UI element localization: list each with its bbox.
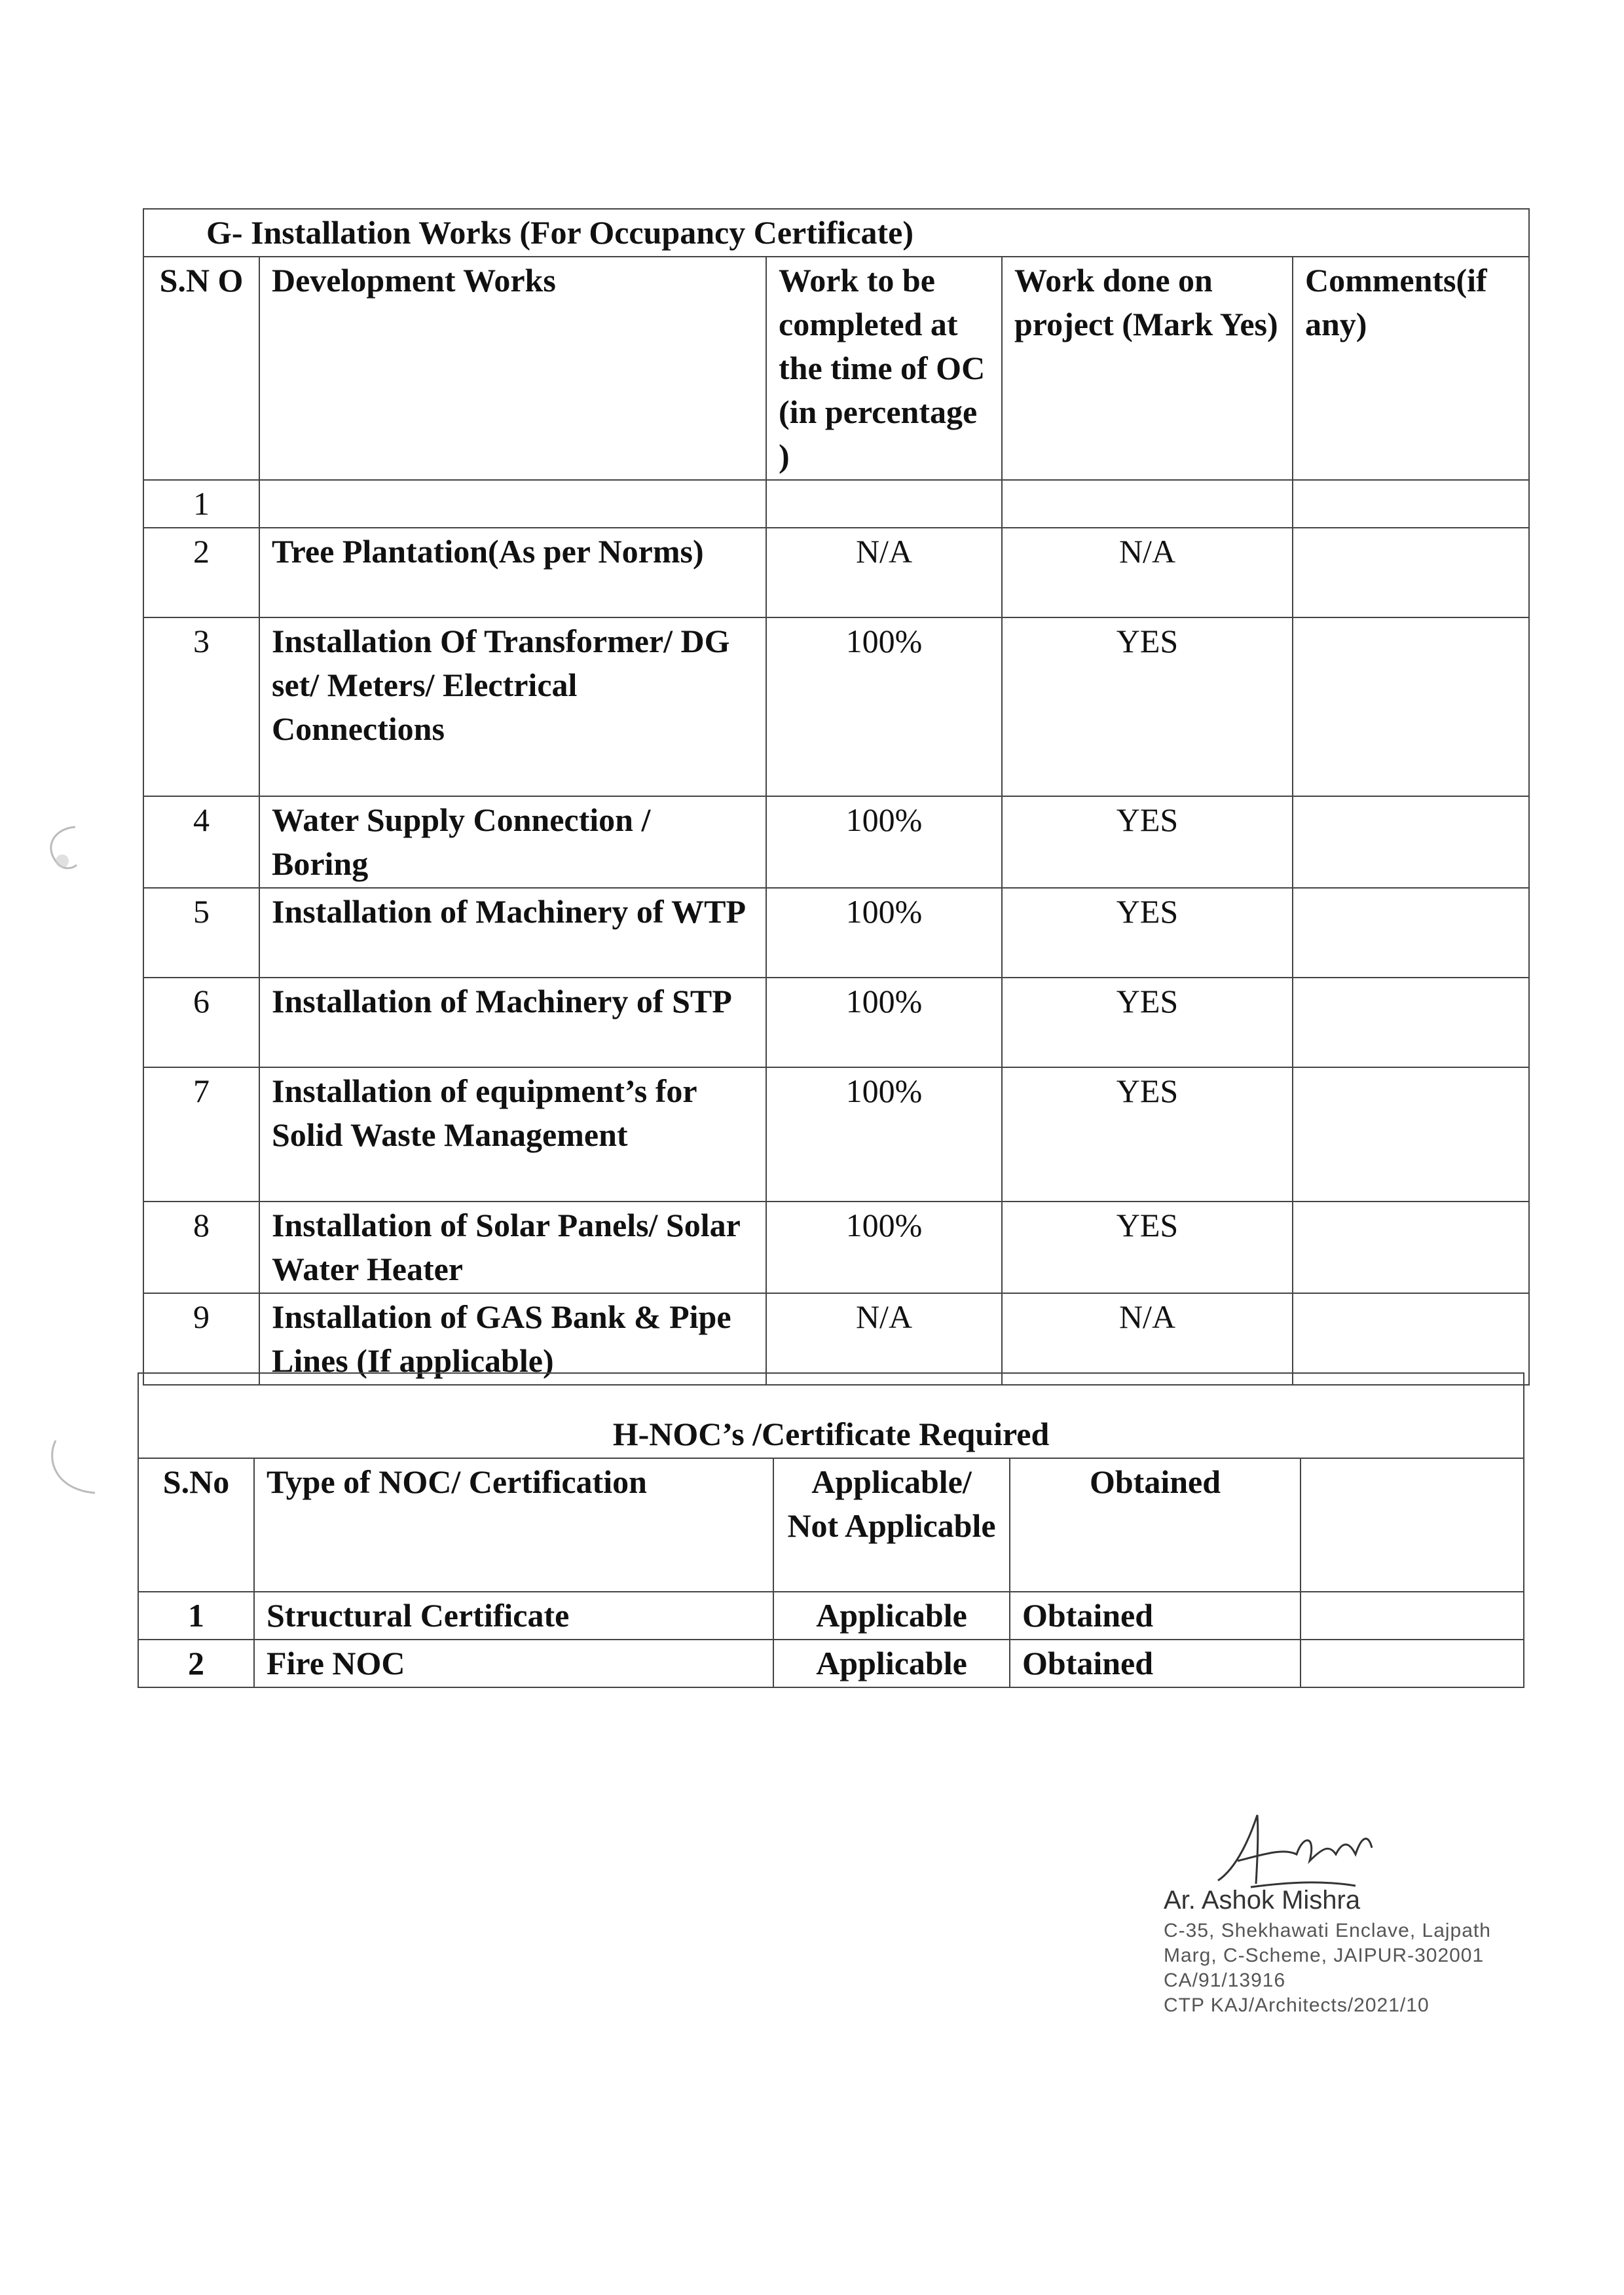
row-comment	[1293, 796, 1529, 888]
row-comment	[1293, 528, 1529, 617]
row-percentage: N/A	[766, 528, 1002, 617]
architect-address-line-1: C-35, Shekhawati Enclave, Lajpath	[1164, 1920, 1491, 1941]
row-sno: 7	[143, 1067, 259, 1202]
scan-mark-icon	[39, 1434, 105, 1506]
row-percentage: 100%	[766, 796, 1002, 888]
row-comment	[1293, 978, 1529, 1067]
architect-ctp-number: CTP KAJ/Architects/2021/10	[1164, 1994, 1430, 2016]
row-done: YES	[1002, 888, 1293, 978]
row-sno: 9	[143, 1293, 259, 1385]
row-extra	[1301, 1640, 1524, 1687]
header-development-works: Development Works	[259, 257, 766, 480]
row-sno: 8	[143, 1202, 259, 1293]
row-comment	[1293, 888, 1529, 978]
row-percentage: 100%	[766, 1202, 1002, 1293]
header-comments: Comments(if any)	[1293, 257, 1529, 480]
table-row	[143, 480, 1529, 528]
row-percentage: N/A	[766, 1293, 1002, 1385]
header-noc-type: Type of NOC/ Certification	[254, 1458, 773, 1592]
row-applicable: Applicable	[773, 1640, 1010, 1687]
row-comment	[1293, 480, 1529, 528]
row-percentage: 100%	[766, 1067, 1002, 1202]
header-applicable: Applicable/ Not Applicable	[773, 1458, 1010, 1592]
row-comment	[1293, 617, 1529, 796]
row-work: Installation of equipment’s for Solid Waste Management	[259, 1067, 766, 1202]
table-row	[143, 617, 1529, 796]
row-comment	[1293, 1202, 1529, 1293]
signature-icon	[1211, 1808, 1408, 1894]
row-done: YES	[1002, 796, 1293, 888]
row-percentage: 100%	[766, 978, 1002, 1067]
header-work-done: Work done on project (Mark Yes)	[1002, 257, 1293, 480]
row-work	[259, 480, 766, 528]
noc-certificate-table	[138, 1372, 1524, 1688]
row-percentage: 100%	[766, 888, 1002, 978]
table-row	[143, 888, 1529, 978]
row-noc-type: Fire NOC	[254, 1640, 773, 1687]
scan-mark-icon	[36, 822, 95, 881]
architect-name: Ar. Ashok Mishra	[1164, 1886, 1361, 1915]
row-done: YES	[1002, 978, 1293, 1067]
row-percentage: 100%	[766, 617, 1002, 796]
row-work: Tree Plantation(As per Norms)	[259, 528, 766, 617]
row-noc-type: Structural Certificate	[254, 1592, 773, 1640]
table-row	[143, 796, 1529, 888]
row-applicable: Applicable	[773, 1592, 1010, 1640]
row-work: Installation Of Transformer/ DG set/ Meters/ Electrical Connections	[259, 617, 766, 796]
row-done: YES	[1002, 1202, 1293, 1293]
row-sno: 1	[143, 480, 259, 528]
header-sno: S.No	[138, 1458, 254, 1592]
row-done: N/A	[1002, 1293, 1293, 1385]
section-h-title: H-NOC’s /Certificate Required	[138, 1373, 1524, 1458]
row-percentage	[766, 480, 1002, 528]
table-row	[143, 1202, 1529, 1293]
row-sno: 6	[143, 978, 259, 1067]
row-sno: 3	[143, 617, 259, 796]
row-comment	[1293, 1293, 1529, 1385]
row-done: YES	[1002, 617, 1293, 796]
header-sno: S.N O	[143, 257, 259, 480]
row-work: Installation of Machinery of WTP	[259, 888, 766, 978]
table-row	[138, 1640, 1524, 1687]
table-row	[143, 1067, 1529, 1202]
row-obtained: Obtained	[1010, 1640, 1301, 1687]
row-done: N/A	[1002, 528, 1293, 617]
row-work: Water Supply Connection / Boring	[259, 796, 766, 888]
row-work: Installation of GAS Bank & Pipe Lines (If applicable)	[259, 1293, 766, 1385]
row-done: YES	[1002, 1067, 1293, 1202]
table-row	[143, 978, 1529, 1067]
table-row	[138, 1592, 1524, 1640]
row-work: Installation of Solar Panels/ Solar Water Heater	[259, 1202, 766, 1293]
installation-works-table	[143, 208, 1530, 1386]
architect-address-line-2: Marg, C-Scheme, JAIPUR-302001	[1164, 1945, 1485, 1966]
row-done	[1002, 480, 1293, 528]
row-obtained: Obtained	[1010, 1592, 1301, 1640]
row-comment	[1293, 1067, 1529, 1202]
row-sno: 2	[138, 1640, 254, 1687]
header-work-to-complete: Work to be completed at the time of OC (in percentage )	[766, 257, 1002, 480]
table-row	[143, 528, 1529, 617]
header-extra	[1301, 1458, 1524, 1592]
row-sno: 2	[143, 528, 259, 617]
header-obtained: Obtained	[1010, 1458, 1301, 1592]
architect-registration-number: CA/91/13916	[1164, 1970, 1286, 1991]
section-g-title: G- Installation Works (For Occupancy Certificate)	[143, 209, 1529, 257]
row-sno: 5	[143, 888, 259, 978]
row-sno: 4	[143, 796, 259, 888]
row-sno: 1	[138, 1592, 254, 1640]
row-work: Installation of Machinery of STP	[259, 978, 766, 1067]
row-extra	[1301, 1592, 1524, 1640]
table-row	[143, 1293, 1529, 1385]
